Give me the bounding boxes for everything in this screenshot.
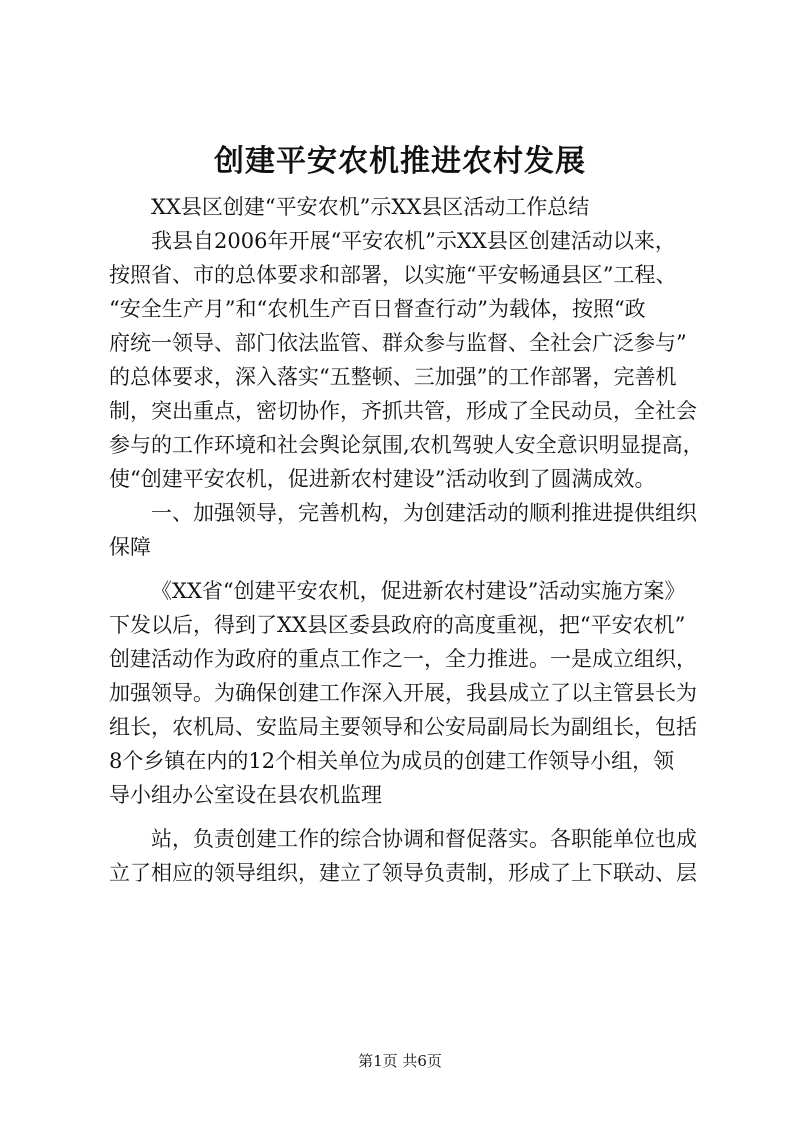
- paragraph-line: 的总体要求，深入落实“五整顿、三加强”的工作部署，完善机: [109, 365, 677, 389]
- paragraph-line: 参与的工作环境和社会舆论氛围,农机驾驶人安全意识明显提高，: [109, 433, 704, 457]
- paragraph-line: 组长，农机局、安监局主要领导和公安局副局长为副组长，包括: [109, 715, 697, 739]
- paragraph-line: 加强领导。为确保创建工作深入开展，我县成立了以主管县长为: [109, 681, 697, 705]
- paragraph-line: 按照省、市的总体要求和部署，以实施“平安畅通县区”工程、: [109, 263, 677, 287]
- page-number-footer: 第1页 共6页: [358, 1052, 442, 1070]
- document-title: 创建平安农机推进农村发展: [214, 144, 586, 179]
- paragraph-line: 导小组办公室设在县农机监理: [109, 783, 382, 807]
- paragraph-line: “安全生产月”和“农机生产百日督查行动”为载体，按照“政: [109, 297, 646, 321]
- document-body: [109, 190, 709, 890]
- paragraph-line: 站，负责创建工作的综合协调和督促落实。各职能单位也成: [151, 827, 697, 851]
- paragraph-line: 府统一领导、部门依法监管、群众参与监督、全社会广泛参与”: [109, 331, 687, 355]
- paragraph-line: 制，突出重点，密切协作，齐抓共管，形成了全民动员，全社会: [109, 399, 697, 423]
- section-heading-line: 一、加强领导，完善机构，为创建活动的顺利推进提供组织: [151, 501, 697, 525]
- paragraph-line: 8个乡镇在内的12个相关单位为成员的创建工作领导小组，领: [109, 749, 675, 773]
- paragraph-line: 《XX省“创建平安农机，促进新农村建设”活动实施方案》: [151, 579, 686, 603]
- subtitle-line: XX县区创建“平安农机”示XX县区活动工作总结: [151, 195, 590, 219]
- paragraph-line: 下发以后，得到了XX县区委县政府的高度重视，把“平安农机”: [109, 613, 686, 637]
- paragraph-line: 立了相应的领导组织，建立了领导负责制，形成了上下联动、层: [109, 861, 697, 885]
- paragraph-line: 创建活动作为政府的重点工作之一，全力推进。一是成立组织，: [109, 647, 697, 671]
- paragraph-line: 我县自2006年开展“平安农机”示XX县区创建活动以来，: [151, 229, 676, 253]
- paragraph-line: 使“创建平安农机，促进新农村建设”活动收到了圆满成效。: [109, 467, 656, 491]
- section-heading-line: 保障: [109, 535, 151, 559]
